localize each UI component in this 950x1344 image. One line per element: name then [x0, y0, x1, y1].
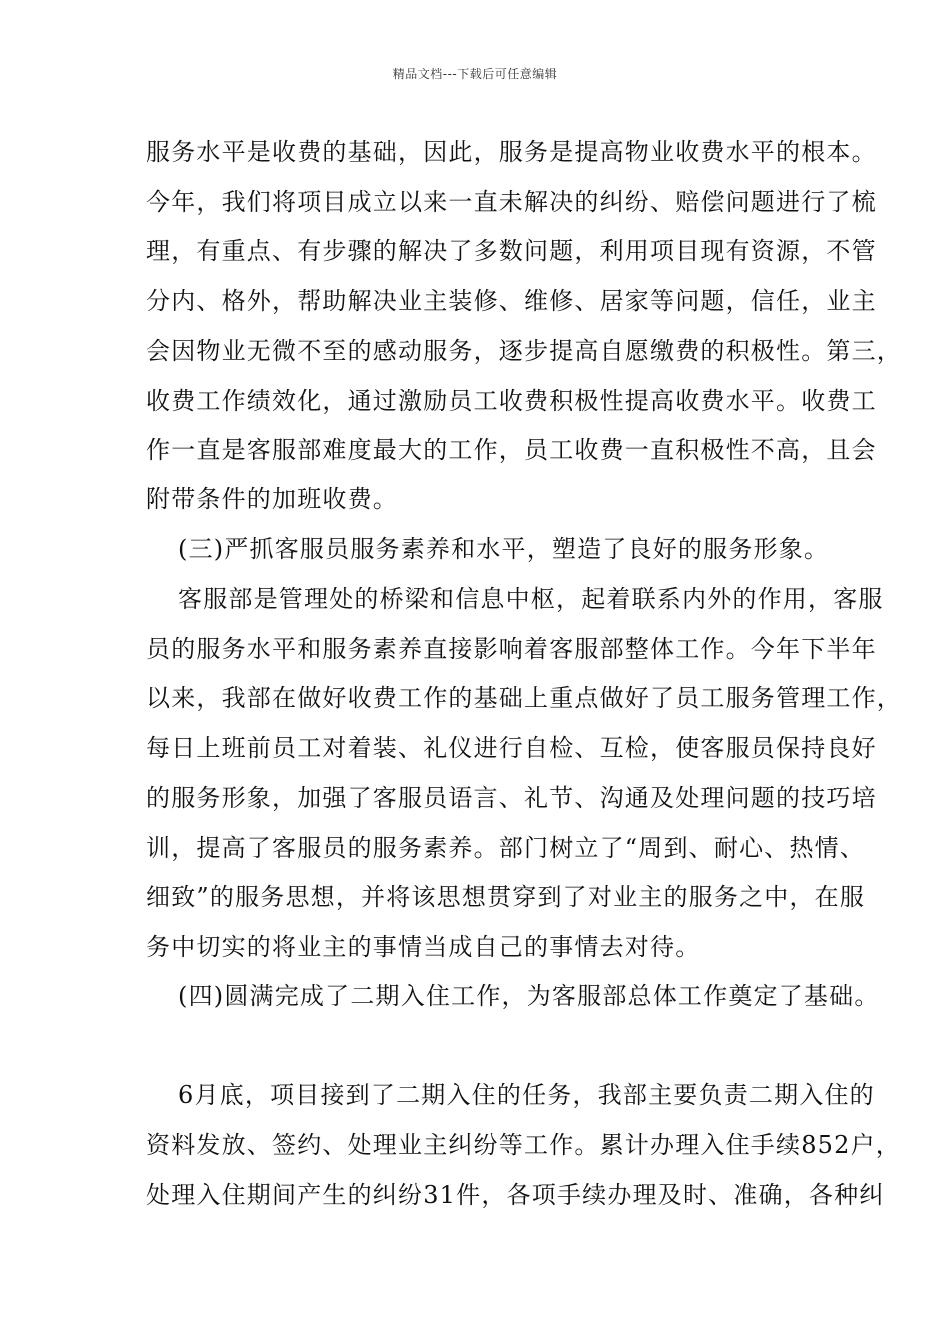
- body-line-17: 务中切实的将业主的事情当成自己的事情去对待。: [146, 933, 701, 961]
- section-heading-3: (三)严抓客服员服务素养和水平，塑造了良好的服务形象。: [178, 535, 830, 563]
- body-line-2: 今年，我们将项目成立以来一直未解决的纠纷、赔偿问题进行了梳: [146, 188, 877, 216]
- body-line-21: 处理入住期间产生的纠纷31件，各项手续办理及时、准确，各种纠: [146, 1181, 885, 1209]
- body-line-7: 作一直是客服部难度最大的工作，员工收费一直积极性不高，且会: [146, 436, 877, 464]
- body-line-16: 细致”的服务思想，并将该思想贯穿到了对业主的服务之中，在服: [146, 883, 866, 911]
- body-line-8: 附带条件的加班收费。: [146, 485, 398, 513]
- body-line-3: 理，有重点、有步骤的解决了多数问题，利用项目现有资源，不管: [146, 237, 877, 265]
- body-line-4: 分内、格外，帮助解决业主装修、维修、居家等问题，信任，业主: [146, 287, 877, 315]
- body-line-1: 服务水平是收费的基础，因此，服务是提高物业收费水平的根本。: [146, 138, 877, 166]
- body-line-6: 收费工作绩效化，通过激励员工收费积极性提高收费水平。收费工: [146, 387, 877, 415]
- body-line-14: 的服务形象，加强了客服员语言、礼节、沟通及处理问题的技巧培: [146, 784, 877, 812]
- body-line-12: 以来，我部在做好收费工作的基础上重点做好了员工服务管理工作，: [146, 684, 902, 712]
- page-header: 精品文档---下载后可任意编辑: [392, 67, 558, 81]
- body-line-11: 员的服务水平和服务素养直接影响着客服部整体工作。今年下半年: [146, 635, 877, 663]
- body-line-19: 6月底，项目接到了二期入住的任务，我部主要负责二期入住的: [178, 1081, 875, 1109]
- body-line-10: 客服部是管理处的桥梁和信息中枢，起着联系内外的作用，客服: [178, 585, 884, 613]
- body-line-20: 资料发放、签约、处理业主纠纷等工作。累计办理入住手续852户，: [146, 1131, 902, 1159]
- body-line-15: 训，提高了客服员的服务素养。部门树立了“周到、耐心、热情、: [146, 834, 866, 862]
- section-heading-4: (四)圆满完成了二期入住工作，为客服部总体工作奠定了基础。: [178, 982, 880, 1010]
- body-line-5: 会因物业无微不至的感动服务，逐步提高自愿缴费的积极性。第三，: [146, 337, 902, 365]
- body-line-13: 每日上班前员工对着装、礼仪进行自检、互检，使客服员保持良好: [146, 734, 877, 762]
